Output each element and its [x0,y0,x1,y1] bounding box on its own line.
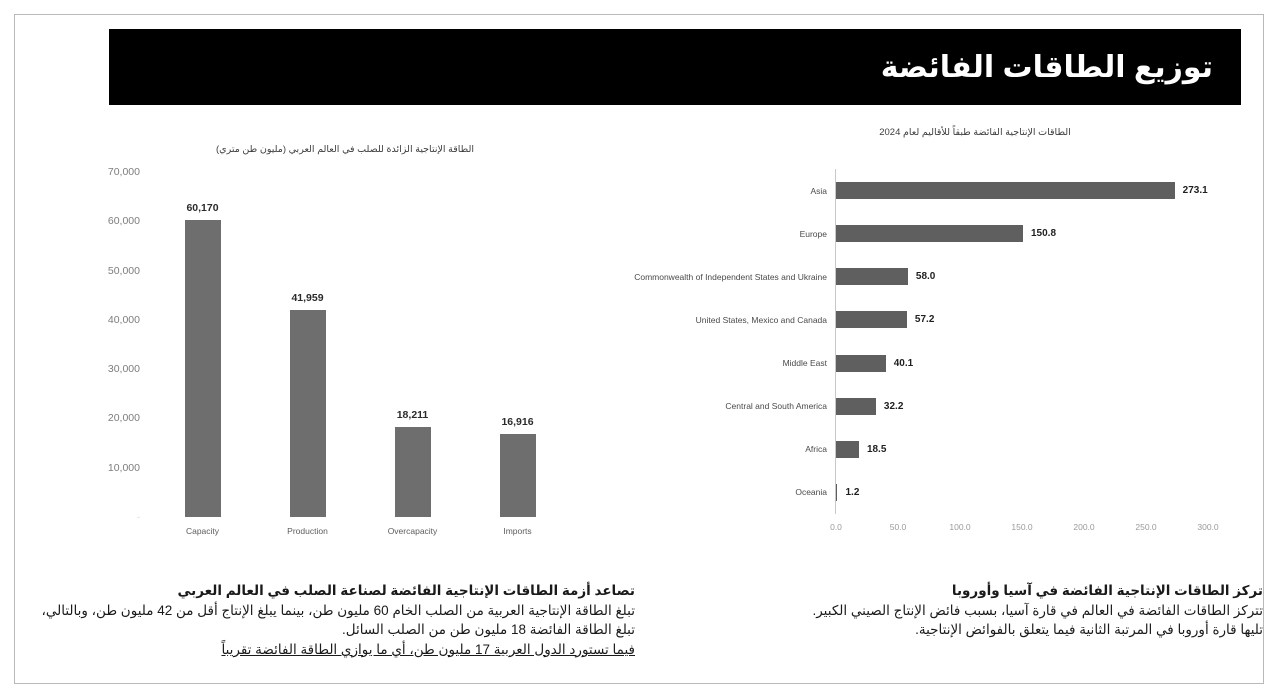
bar-category-label: United States, Mexico and Canada [695,314,827,325]
bar-category-label: Europe [799,228,827,239]
bar-value-label: 273.1 [1182,185,1208,197]
y-axis-tick-label: 70,000 [107,166,140,178]
bar-row [810,180,1208,202]
bar-value-label: 57.2 [914,314,935,326]
title-banner [109,29,1241,105]
bar-row [725,395,904,417]
bar-value-label: 58.0 [915,271,936,283]
right-commentary-heading: تركز الطاقات الإنتاجية الفائضة في آسيا وأوروبا [951,583,1263,598]
bar-value-label: 1.2 [845,486,860,498]
y-axis-tick-label: 50,000 [107,264,140,277]
bar-value-label: 32.2 [883,400,904,412]
x-axis-tick-label: 150.0 [1011,522,1033,532]
x-axis-tick-label: 250.0 [1135,522,1157,532]
bar-category-label: Central and South America [725,401,827,412]
column-group [373,172,453,536]
bar-category-label: Oceania [795,487,827,498]
bar-value-label: 40.1 [893,357,914,369]
x-axis-category-label: Overcapacity [387,526,438,536]
bar-value-label: 18.5 [866,443,887,455]
y-axis-tick-label: 40,000 [107,313,140,326]
bar-row [782,352,914,374]
bar-row [799,223,1057,245]
bar-row [634,266,936,288]
bar-rect [836,441,859,458]
bar-category-label: Middle East [782,358,827,369]
x-axis-tick-label: 0.0 [830,522,842,532]
bar-value-label: 150.8 [1030,228,1057,240]
bar-rect [836,484,837,501]
column-bar [395,427,431,517]
column-value-label: 41,959 [291,292,324,305]
x-axis-tick-label: 200.0 [1073,522,1095,532]
x-axis-tick-label: 300.0 [1197,522,1219,532]
bar-rect [836,182,1175,199]
x-axis-tick-label: 50.0 [889,522,907,532]
column-value-label: 60,170 [186,202,219,215]
bar-row [695,309,935,331]
bar-rect [836,268,908,285]
right-commentary-line: تليها قارة أوروبا في المرتبة الثانية فيما يتعلق بالفوائض الإنتاجية. [915,622,1263,638]
regional-overcapacity-bar-chart [634,127,1265,567]
bar-category-label: Commonwealth of Independent States and Ukraine [634,271,827,282]
page-title: توزيع الطاقات الفائضة [880,50,1213,84]
slide-canvas [14,14,1264,684]
bar-chart-title: الطاقات الإنتاجية الفائضة طبقاً للأقاليم لعام 2024 [879,127,1071,138]
x-axis-category-label: Capacity [185,526,220,536]
y-axis-tick-label: 10,000 [107,461,140,474]
bar-row [805,438,887,460]
left-commentary-line: تبلغ الطاقة الإنتاجية العربية من الصلب الخام 60 مليون طن، بينما يبلغ الإنتاج أقل من 42 مليون طن، وبالتالي، تبلغ الطاقة الفائضة 18 مليون طن من الصلب السائل. [41,602,635,638]
x-axis-category-label: Production [287,526,328,536]
arab-overcapacity-column-chart [55,144,615,560]
y-axis-tick-label: 60,000 [107,215,140,228]
bar-chart-plot-area [634,169,1219,532]
right-commentary-line: تتركز الطاقات الفائضة في العالم في قارة آسيا، بسبب فائض الإنتاج الصيني الكبير. [812,602,1263,618]
x-axis-tick-label: 100.0 [949,522,971,532]
bar-category-label: Asia [810,185,827,196]
right-commentary [663,581,1263,640]
column-bar [290,310,326,517]
x-axis-category-label: Imports [503,526,532,536]
column-bar [500,434,536,517]
column-chart-title: الطاقة الإنتاجية الزائدة للصلب في العالم العربي (مليون طن متري) [215,144,475,155]
bar-category-label: Africa [805,444,827,455]
bar-rect [836,311,907,328]
bar-rect [836,355,886,372]
y-axis-tick-label: 20,000 [107,412,140,425]
left-commentary-underlined: فيما تستورد الدول العربية 17 مليون طن، أي ما يوازي الطاقة الفائضة تقريباً [221,641,635,657]
y-axis-tick-label: 30,000 [107,363,140,376]
column-group [163,172,243,536]
bar-rect [836,225,1023,242]
left-commentary [35,581,635,659]
column-group [268,172,348,536]
column-group [478,172,558,536]
column-chart-plot-area [107,166,570,536]
bar-row [795,481,860,503]
left-commentary-heading: تصاعد أزمة الطاقات الإنتاجية الفائضة لصناعة الصلب في العالم العربي [177,583,635,598]
y-axis-tick-label: - [137,512,140,522]
column-value-label: 16,916 [501,415,534,428]
column-bar [185,220,221,517]
bar-rect [836,398,876,415]
column-value-label: 18,211 [396,409,429,422]
